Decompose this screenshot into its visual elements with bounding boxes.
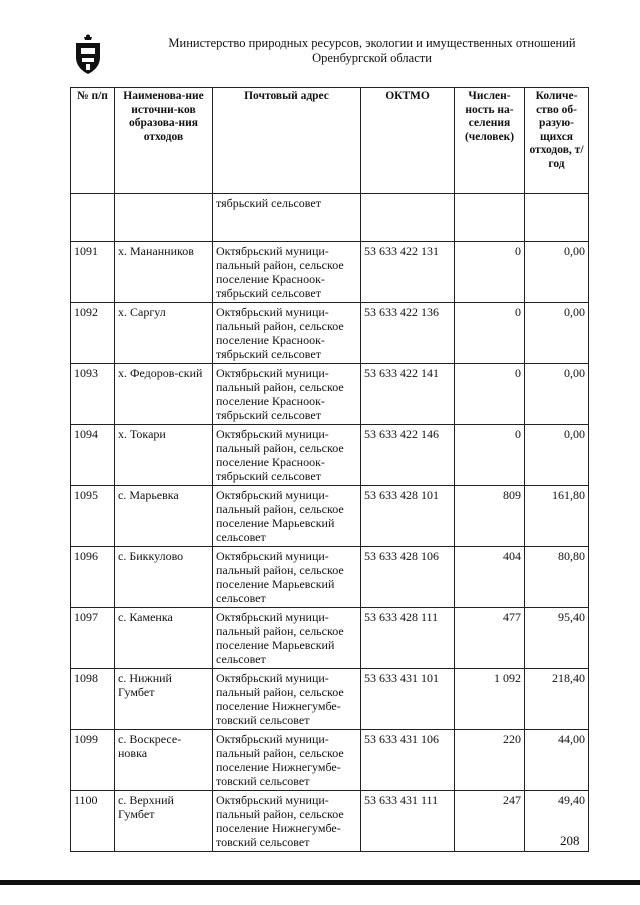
table-row bbox=[71, 730, 589, 791]
cell-waste-amount: 0,00 bbox=[525, 364, 589, 425]
cell-source-name: с. Биккулово bbox=[115, 547, 213, 608]
cell-waste-amount: 44,00 bbox=[525, 730, 589, 791]
cell-source-name: с. Верхний Гумбет bbox=[115, 791, 213, 852]
cell-population: 0 bbox=[455, 425, 525, 486]
table-row bbox=[71, 303, 589, 364]
cell-waste-amount: 161,80 bbox=[525, 486, 589, 547]
cell-oktmo: 53 633 422 131 bbox=[361, 242, 455, 303]
document-header bbox=[72, 30, 622, 80]
cell-population: 0 bbox=[455, 364, 525, 425]
page-number: 208 bbox=[560, 833, 580, 848]
table-row bbox=[71, 791, 589, 852]
cell-source-name: х. Федоров-ский bbox=[115, 364, 213, 425]
cell-waste-amount: 49,40 bbox=[525, 791, 589, 852]
continuation-address: тябрьский сельсовет bbox=[213, 194, 361, 242]
cell-source-name: с. Марьевка bbox=[115, 486, 213, 547]
ministry-line-2: Оренбургской области bbox=[312, 51, 432, 65]
cell-oktmo: 53 633 422 136 bbox=[361, 303, 455, 364]
ministry-line-1: Министерство природных ресурсов, экологии и имущественных отношений bbox=[168, 36, 576, 50]
cell-oktmo: 53 633 428 101 bbox=[361, 486, 455, 547]
cell-address: Октябрьский муници-пальный район, сельское поселение Нижнегумбе-товский сельсовет bbox=[213, 669, 361, 730]
cell-source-name: с. Каменка bbox=[115, 608, 213, 669]
cell-source-name: х. Мананников bbox=[115, 242, 213, 303]
table-row bbox=[71, 486, 589, 547]
cell-number: 1097 bbox=[71, 608, 115, 669]
cell-waste-amount: 0,00 bbox=[525, 242, 589, 303]
table-header-row bbox=[71, 88, 589, 194]
table-row bbox=[71, 669, 589, 730]
cell-number: 1091 bbox=[71, 242, 115, 303]
cell-population: 404 bbox=[455, 547, 525, 608]
cell-number: 1094 bbox=[71, 425, 115, 486]
cell-population: 809 bbox=[455, 486, 525, 547]
cell-number: 1099 bbox=[71, 730, 115, 791]
cell-number: 1098 bbox=[71, 669, 115, 730]
table-row bbox=[71, 242, 589, 303]
bottom-rule bbox=[0, 880, 640, 885]
cell-address: Октябрьский муници-пальный район, сельское поселение Нижнегумбе-товский сельсовет bbox=[213, 730, 361, 791]
ministry-title bbox=[112, 36, 632, 66]
cell-number: 1092 bbox=[71, 303, 115, 364]
header-number: № п/п bbox=[71, 88, 115, 194]
cell-address: Октябрьский муници-пальный район, сельское поселение Нижнегумбе-товский сельсовет bbox=[213, 791, 361, 852]
cell-number: 1093 bbox=[71, 364, 115, 425]
cell-waste-amount: 218,40 bbox=[525, 669, 589, 730]
table-row bbox=[71, 608, 589, 669]
cell-address: Октябрьский муници-пальный район, сельское поселение Красноок-тябрьский сельсовет bbox=[213, 242, 361, 303]
cell-population: 1 092 bbox=[455, 669, 525, 730]
header-waste-amount: Количе-ство об-разую-щихся отходов, т/год bbox=[525, 88, 589, 194]
cell-population: 0 bbox=[455, 303, 525, 364]
cell-address: Октябрьский муници-пальный район, сельское поселение Красноок-тябрьский сельсовет bbox=[213, 425, 361, 486]
cell-population: 247 bbox=[455, 791, 525, 852]
cell-address: Октябрьский муници-пальный район, сельское поселение Марьевский сельсовет bbox=[213, 608, 361, 669]
cell-oktmo: 53 633 431 111 bbox=[361, 791, 455, 852]
table-row bbox=[71, 364, 589, 425]
cell-address: Октябрьский муници-пальный район, сельское поселение Марьевский сельсовет bbox=[213, 547, 361, 608]
cell-source-name: х. Саргул bbox=[115, 303, 213, 364]
cell-source-name: х. Токари bbox=[115, 425, 213, 486]
cell-address: Октябрьский муници-пальный район, сельское поселение Марьевский сельсовет bbox=[213, 486, 361, 547]
header-population: Числен-ность на-селения (человек) bbox=[455, 88, 525, 194]
cell-oktmo: 53 633 431 101 bbox=[361, 669, 455, 730]
cell-oktmo: 53 633 431 106 bbox=[361, 730, 455, 791]
cell-oktmo: 53 633 428 111 bbox=[361, 608, 455, 669]
cell-oktmo: 53 633 428 106 bbox=[361, 547, 455, 608]
cell-waste-amount: 80,80 bbox=[525, 547, 589, 608]
cell-population: 0 bbox=[455, 242, 525, 303]
waste-sources-table bbox=[70, 87, 589, 852]
cell-waste-amount: 0,00 bbox=[525, 303, 589, 364]
cell-oktmo: 53 633 422 146 bbox=[361, 425, 455, 486]
cell-waste-amount: 95,40 bbox=[525, 608, 589, 669]
table-row bbox=[71, 425, 589, 486]
cell-waste-amount: 0,00 bbox=[525, 425, 589, 486]
cell-number: 1095 bbox=[71, 486, 115, 547]
cell-source-name: с. Нижний Гумбет bbox=[115, 669, 213, 730]
cell-number: 1096 bbox=[71, 547, 115, 608]
cell-population: 477 bbox=[455, 608, 525, 669]
header-oktmo: ОКТМО bbox=[361, 88, 455, 194]
cell-population: 220 bbox=[455, 730, 525, 791]
cell-address: Октябрьский муници-пальный район, сельское поселение Красноок-тябрьский сельсовет bbox=[213, 303, 361, 364]
cell-address: Октябрьский муници-пальный район, сельское поселение Красноок-тябрьский сельсовет bbox=[213, 364, 361, 425]
header-address: Почтовый адрес bbox=[213, 88, 361, 194]
cell-number: 1100 bbox=[71, 791, 115, 852]
continuation-row bbox=[71, 194, 589, 242]
coat-of-arms-icon bbox=[72, 34, 104, 76]
cell-source-name: с. Воскресе-новка bbox=[115, 730, 213, 791]
header-source-name: Наименова-ние источни-ков образова-ния отходов bbox=[115, 88, 213, 194]
cell-oktmo: 53 633 422 141 bbox=[361, 364, 455, 425]
table-row bbox=[71, 547, 589, 608]
